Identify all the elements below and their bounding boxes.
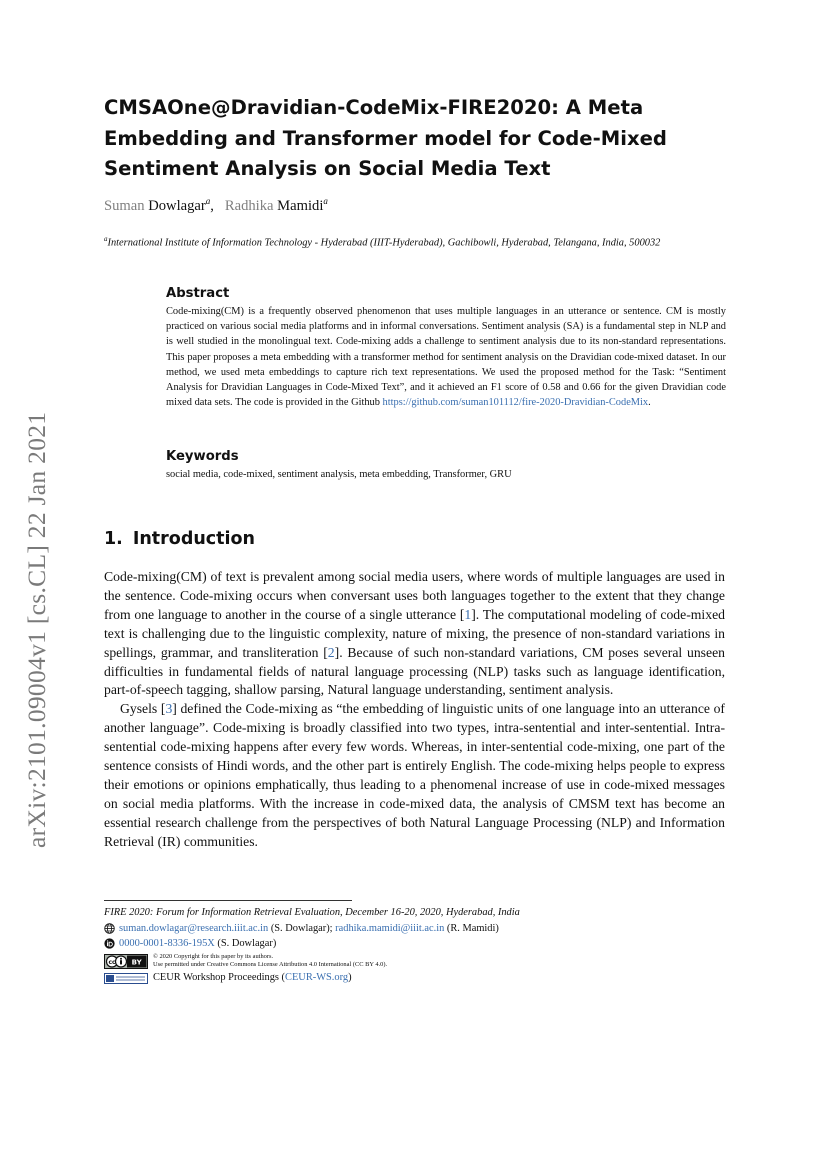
paragraph-text: ]. Because of such non-standard variations, CM poses several unseen difficulties in fundamental fields of natural language processing (NLP) tasks such as language identification, part-of-speech tagging, shallow parsing, Natural language understanding, sentiment analysis.: [104, 644, 725, 698]
author-family-name: Mamidi: [277, 197, 324, 214]
email-link[interactable]: suman.dowlagar@research.iiit.ac.in: [119, 922, 269, 934]
affiliation: [104, 232, 729, 251]
orcid-footnote: [104, 936, 729, 952]
paper-title: CMSAOne@Dravidian-CodeMix-FIRE2020: A Meta Embedding and Transformer model for Code-Mixed Sentiment Analysis on Social Media Text: [104, 96, 667, 180]
ceur-footnote: [104, 970, 729, 986]
license-footnote: [104, 953, 729, 970]
ceur-label: CEUR Workshop Proceedings (: [153, 972, 286, 984]
section-title: Introduction: [132, 529, 256, 549]
affiliation-mark: a: [104, 235, 108, 243]
keywords-text: social media, code-mixed, sentiment analysis, meta embedding, Transformer, GRU: [166, 469, 512, 480]
email-owner: (S. Dowlagar);: [268, 922, 336, 934]
affiliation-text: International Institute of Information Technology - Hyderabad (IIIT-Hyderabad), Gachibowli, Hyderabad, Telangana, India, 500032: [107, 237, 661, 249]
copyright-line: © 2020 Copyright for this paper by its authors.: [153, 952, 274, 960]
author-separator: ,: [210, 197, 214, 214]
paragraph: [104, 700, 725, 851]
email-link[interactable]: radhika.mamidi@iiit.ac.in: [335, 922, 445, 934]
citation-link[interactable]: 2: [327, 644, 335, 660]
svg-text:cc: cc: [108, 958, 116, 966]
author-2: [225, 198, 328, 214]
license-line: Use permitted under Creative Commons License Attribution 4.0 International (CC BY 4.0).: [153, 960, 388, 968]
abstract-body: Code-mixing(CM) is a frequently observed phenomenon that uses multiple languages in an utterance or sentence. CM is mostly practiced on various social media platforms and in informal conversations. Sentiment analysis (SA) is a fundamental step in NLP and is well studied in the monolingual text. Code-mixing adds a challenge to sentiment analysis due to its non-standard representations. This paper proposes a meta embedding with a transformer method for sentiment analysis on the Dravidian code-mixed dataset. In our method, we used meta embeddings to capture rich text representations. We used the proposed method for the Task: “Sentiment Analysis for Dravidian Languages in Code-Mixed Text”, and it achieved an F1 score of 0.58 and 0.66 for the given Dravidian code mixed data sets. The code is provided in the Github: [166, 306, 726, 409]
orcid-owner: (S. Dowlagar): [214, 938, 277, 949]
globe-icon: [104, 923, 115, 934]
github-link[interactable]: https://github.com/suman101112/fire-2020-Dravidian-CodeMix: [382, 397, 649, 409]
ceur-logo: [104, 973, 148, 984]
section-number: 1.: [104, 529, 123, 549]
abstract-heading: Abstract: [166, 286, 230, 301]
citation-link[interactable]: 3: [165, 701, 173, 717]
author-1: [104, 198, 218, 214]
abstract-text: [166, 304, 726, 410]
license-text: [153, 953, 387, 970]
author-given-name: Suman: [104, 197, 145, 214]
svg-text:BY: BY: [131, 958, 142, 966]
paragraph-text: ]. The computational modeling of code-mixed text is challenging due to the linguistic complexity, nature of mixing, the presence of non-standard variations in spellings, grammar, and transliteration [: [104, 606, 725, 660]
author-affil-mark: a: [205, 196, 211, 206]
author-family-name: Dowlagar: [148, 197, 206, 214]
ceur-link[interactable]: CEUR-WS.org: [285, 972, 349, 984]
citation-link[interactable]: 1: [464, 606, 472, 622]
paragraph-text: Code-mixing(CM) of text is prevalent among social media users, where words of multiple languages are used in the sentence. Code-mixing occurs when conversant uses both languages together to the extent that they change from one language to another in the course of a single utterance [: [104, 569, 725, 622]
introduction-body: [104, 568, 725, 852]
venue-footnote: FIRE 2020: Forum for Information Retrieval Evaluation, December 16-20, 2020, Hyderabad, India: [104, 907, 520, 918]
orcid-icon: [104, 938, 115, 949]
paragraph-text: ] defined the Code-mixing as “the embedding of linguistic units of one language into an utterance of another language”. Code-mixing is broadly classified into two types, intra-sentential and inter-sentential. Intra-sentential code-mixing happens after every few words. Whereas, in inter-sentential code-mixing, one part of the sentence consists of Hindi words, and the other part is entirely English. The code-mixing helps people to express their emotions or opinions emphatically, thus leading to a phenomenal increase of use in code-mixed messages on social media platforms. With the increase in code-mixed data, the analysis of CMSM text has become an essential research challenge from the perspectives of both Natural Language Processing (NLP) and Information Retrieval (IR) communities.: [104, 701, 725, 849]
abstract-end: .: [648, 397, 651, 409]
orcid-link[interactable]: 0000-0001-8336-195X: [119, 938, 215, 949]
author-list: [104, 196, 328, 215]
arxiv-stamp: arXiv:2101.09004v1 [cs.CL] 22 Jan 2021: [22, 411, 51, 848]
author-given-name: Radhika: [224, 197, 274, 214]
cc-by-badge: [104, 954, 148, 969]
paragraph: [104, 568, 725, 700]
abstract-section: [166, 286, 726, 410]
footnotes: [104, 905, 729, 986]
footnote-rule: [104, 900, 352, 901]
paragraph-text: Gysels [: [120, 701, 166, 717]
ceur-end: ): [348, 972, 352, 984]
section-heading-introduction: [104, 529, 255, 549]
email-owner: (R. Mamidi): [444, 922, 499, 934]
email-footnote: [104, 921, 729, 937]
keywords-heading: Keywords: [166, 449, 239, 464]
keywords-section: [166, 449, 726, 482]
author-affil-mark: a: [323, 196, 328, 206]
